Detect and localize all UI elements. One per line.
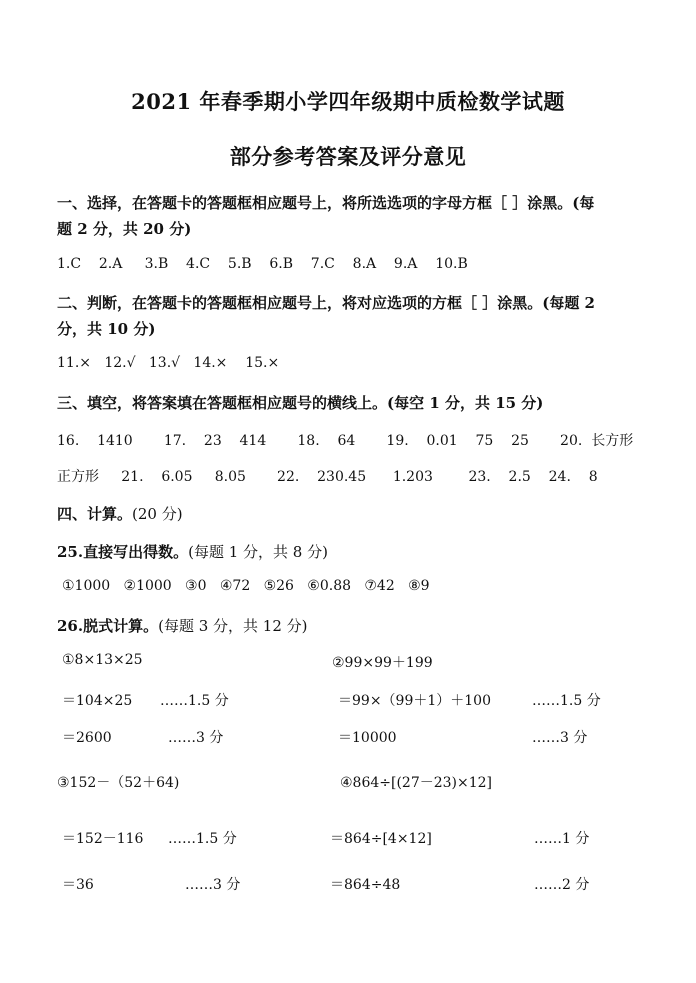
section4-points: (20 分) [132, 505, 183, 523]
q25-points: (每题 1 分，共 8 分) [188, 543, 328, 561]
q26-p3-step1: ＝152－116 [62, 831, 144, 847]
q26-p3-step2-score: ……3 分 [185, 877, 241, 893]
q26-p4-step1-score: ……1 分 [534, 831, 590, 847]
q26-p4-step2: ＝864÷48 [330, 877, 401, 893]
q26-p1-step2: ＝2600 [62, 730, 112, 746]
q26-p2-step2-score: ……3 分 [532, 730, 588, 746]
q25-heading-text: 25.直接写出得数。 [57, 543, 189, 561]
q26-heading [57, 615, 308, 636]
section3-answers-line1: 16. 1410 17. 23 414 18. 64 19. 0.01 75 25 20. 长方形 [57, 433, 634, 449]
q26-p1-step1-score: ……1.5 分 [160, 693, 229, 709]
section3-heading: 三、填空，将答案填在答题框相应题号的横线上。(每空 1 分，共 15 分) [57, 394, 544, 412]
section4-heading [57, 503, 183, 524]
section1-heading-line1: 一、选择，在答题卡的答题框相应题号上，将所选选项的字母方框［ ］涂黑。(每 [57, 194, 595, 212]
section2-answers: 11.× 12.√ 13.√ 14.× 15.× [57, 355, 280, 371]
q26-p2-expr: ②99×99＋199 [332, 655, 433, 671]
q26-p1-expr: ①8×13×25 [62, 652, 143, 668]
q26-p3-step1-score: ……1.5 分 [168, 831, 237, 847]
section4-heading-text: 四、计算。 [57, 505, 133, 523]
q26-p1-step2-score: ……3 分 [168, 730, 224, 746]
q26-heading-text: 26.脱式计算。 [57, 617, 159, 635]
q26-p2-step1: ＝99×（99＋1）＋100 [338, 693, 491, 709]
q26-p4-step2-score: ……2 分 [534, 877, 590, 893]
page-subtitle: 部分参考答案及评分意见 [229, 144, 467, 169]
q25-heading [57, 541, 328, 562]
section2-heading-line2: 分，共 10 分) [57, 320, 156, 338]
q26-p4-step1: ＝864÷[4×12] [330, 831, 432, 847]
section3-answers-line2: 正方形 21. 6.05 8.05 22. 230.45 1.203 23. 2.5 24. 8 [57, 469, 598, 485]
section2-heading-line1: 二、判断，在答题卡的答题框相应题号上，将对应选项的方框［ ］涂黑。(每题 2 [57, 294, 595, 312]
section1-answers: 1.C 2.A 3.B 4.C 5.B 6.B 7.C 8.A 9.A 10.B [57, 256, 468, 272]
section1-heading-line2: 题 2 分，共 20 分) [57, 220, 192, 238]
q26-p3-expr: ③152－（52＋64) [57, 775, 180, 791]
q26-p3-step2: ＝36 [62, 877, 94, 893]
q26-points: (每题 3 分，共 12 分) [158, 617, 308, 635]
q26-p2-step2: ＝10000 [338, 730, 397, 746]
page-title: 2021 年春季期小学四年级期中质检数学试题 [131, 89, 565, 114]
q25-answers: ①1000 ②1000 ③0 ④72 ⑤26 ⑥0.88 ⑦42 ⑧9 [62, 578, 430, 594]
q26-p2-step1-score: ……1.5 分 [532, 693, 601, 709]
q26-p4-expr: ④864÷[(27－23)×12] [340, 775, 493, 791]
q26-p1-step1: ＝104×25 [62, 693, 133, 709]
